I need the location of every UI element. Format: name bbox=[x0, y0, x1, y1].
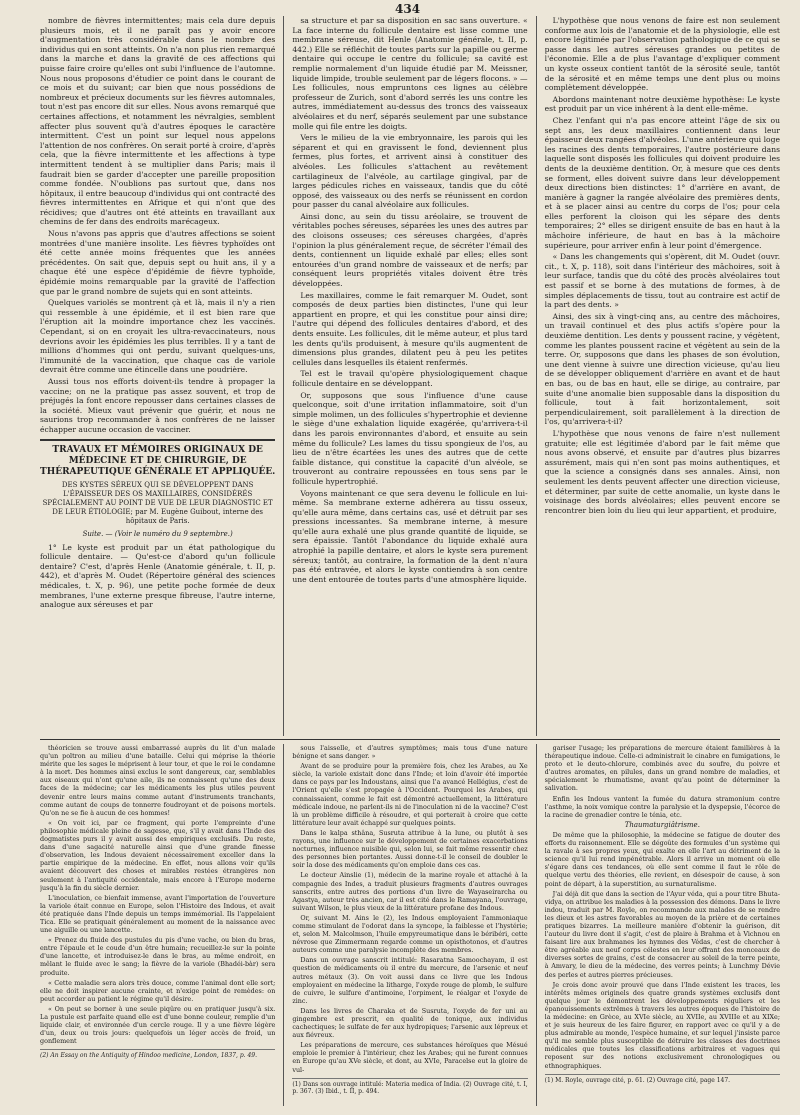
footnote: (2) An Essay on the Antiquity of Hindoo medicine, London, 1837, p. 49. bbox=[40, 1049, 275, 1060]
section-divider bbox=[40, 439, 275, 441]
paragraph: Or, suivant M. Ains le (2), les Indous employaient l'ammoniaque comme stimulant de l'odorat dans la syncope, la faiblesse et l'hystérie; et, selon M. Malcolmson, l'huile empyreumatique dans le béribéri, cette névrose que Zimmermann regarde comme un opisthotonos, et d'autres auteurs comme une paralysie incomplète des membres. bbox=[292, 913, 528, 955]
paragraph: Je crois donc avoir prouvé que dans l'Inde existent les traces, les intérêts mêmes originels des quatre grands systèmes exclusifs dont quelque jour le démontrent les développements réguliers et les épanouissements extrêmes à travers les autres époques de l'histoire de la médecine: en Grèce, au XVIe siècle, au XVIIe, au XVIIIe et au XIXe; et je suis heureux de les faire figurer, en rapport avec ce qu'il y a de plus admirable au monde, l'espèce humaine, et sur lequel j'insiste parce qu'il me semble plus susceptible de détruire les classes des doctrines médicales que toutes les classifications arbitraires et vagues qui reposent sur des notions exclusivement chronologiques ou ethnographiques. bbox=[544, 980, 780, 1070]
paragraph: Chez l'enfant qui n'a pas encore atteint l'âge de six ou sept ans, les deux maxillaires contiennent dans leur épaisseur deux rangées d'alvéoles. L'une antérieure qui loge les racines des dents temporaires, l'autre postérieure dans laquelle sont disposés les follicules qui doivent produire les dents de la deuxième dentition. Or, à mesure que ces dents se forment, elles doivent suivre dans leur développement deux directions bien distinctes: 1° d'arrière en avant, de manière à gagner la rangée alvéolaire des premières dents, et à se placer ainsi au centre du corps de l'os; pour cela elles perforent la cloison qui les sépare des dents temporaires; 2° elles se dirigent ensuite de bas en haut à la mâchoire inférieure, de haut en bas à la mâchoire supérieure, pour arriver enfin à leur point d'émergence. bbox=[544, 115, 780, 250]
paragraph: Le docteur Ainslie (1), médecin de la marine royale et attaché à la compagnie des Indes, a traduit plusieurs fragments d'autres ouvrages sanscrits, entre autres des portions d'un livre de Wayaseirarcha ou Agastya, auteur très ancien, car il est cité dans le Ramayana, l'ouvrage, suivant Wilson, le plus vieux de la littérature profane des Indous. bbox=[292, 871, 528, 912]
paragraph: Aussi tous nos efforts doivent-ils tendre à propager la vaccine; on ne la pratique pas assez souvent, et trop de préjugés la font encore repousser dans certaines classes de la société. Mieux vaut prévenir que guérir, et nous ne saurions trop recommander à nos confrères de ne laisser échapper aucune occasion de vacciner. bbox=[40, 376, 276, 434]
bottom-column-1 bbox=[40, 744, 275, 1106]
page-number: 434 bbox=[395, 2, 421, 16]
paragraph: L'hypothèse que nous venons de faire est non seulement conforme aux lois de l'anatomie et de la physiologie, elle est encore légitimée par l'observation pathologique de ce qui se passe dans les autres séreuses grandes ou petites de l'économie. Elle a de plus l'avantage d'expliquer comment un kyste osseux contient tantôt de la sérosité seule, tantôt de la sérosité et en même temps une dent plus ou moins complètement développée. bbox=[544, 16, 780, 93]
column-rule bbox=[536, 16, 537, 736]
paragraph: Enfin les Indous vantent la fumée du datura stramonium contre l'asthme, la noix vomique contre la paralysie et la dyspepsie, l'écorce de la racine de grenadier contre le ténia, etc. bbox=[544, 794, 780, 819]
paragraph: Dans un ouvrage sanscrit intitulé: Rasaratna Samoochayam, il est question de médicaments où il entre du mercure, de l'arsenic et neuf autres métaux (3). On voit aussi dans ce livre que les Indous employaient en médecine la litharge, l'oxyde rouge de plomb, le sulfure de cuivre, le sulfure d'antimoine, l'orpiment, le réalgar et l'oxyde de zinc. bbox=[292, 956, 528, 1005]
section-title: TRAVAUX ET MÉMOIRES ORIGINAUX DE MÉDECINE ET DE CHIRURGIE, DE THÉRAPEUTIQUE GÉNÉRALE ET APPLIQUÉE. bbox=[40, 444, 276, 477]
paragraph: « On peut se borner à une seule piqûre ou en pratiquer jusqu'à six. La pustule est parfaite quand elle est d'une bonne couleur, remplie d'un liquide clair, et environnée d'un cercle rouge. Il y a une fièvre légère d'un, deux ou trois jours: quelquefois un léger accès de froid, un gonflement bbox=[40, 1004, 276, 1046]
horizontal-rule bbox=[40, 739, 780, 740]
paragraph: Nous n'avons pas appris que d'autres affections se soient montrées d'une manière insolite. Les fièvres typhoïdes ont été cette année moins fréquentes que les années précédentes. On sait que, depuis sept ou huit ans, il y a chaque été une espèce d'épidémie de fièvre typhoïde, épidémie moins remarquable par la gravité de l'affection que par le grand nombre de sujets qui en sont atteints. bbox=[40, 229, 276, 296]
paragraph: sous l'aisselle, et d'autres symptômes; mais tous d'une nature bénigne et sans danger. » bbox=[292, 744, 528, 761]
paragraph: L'hypothèse que nous venons de faire n'est nullement gratuite; elle est légitimée d'abord par le fait même que nous avons observé, et ensuite par d'autres plus bizarres assurément, mais qui n'en sont pas moins authentiques, et que la science a consignés dans ses annales. Ainsi, non seulement les dents peuvent affecter une direction vicieuse, et déterminer, par suite de cette anomalie, un kyste dans le voisinage des bords alvéolaires; elles peuvent encore se rencontrer bien loin du lieu qui leur appartient, et produire, bbox=[544, 428, 780, 515]
footnote: (1) M. Royle, ouvrage cité, p. 61. (2) Ouvrage cité, page 147. bbox=[545, 1074, 780, 1085]
top-column-3 bbox=[545, 16, 780, 736]
paragraph: Vers le milieu de la vie embryonnaire, les parois qui les séparent et qui en gravissent le fond, deviennent plus fermes, plus fortes, et arrivent ainsi à constituer des alvéoles. Les follicules s'attachent au revêtement cartilagineux de l'alvéole, au cartilage gingival, par de larges pédicules riches en vaisseaux, tandis que du côté opposé, des vaisseaux ou des nerfs se réunissent en cordon pour passer du canal alvéolaire aux follicules. bbox=[292, 133, 528, 210]
paragraph: 1° Le kyste est produit par un état pathologique du follicule dentaire. — Qu'est-ce d'abord qu'un follicule dentaire? C'est, d'après Henle (Anatomie générale, t. II, p. 442), et d'après M. Oudet (Répertoire général des sciences médicales, t. X, p. 96), une petite poche formée de deux membranes, l'une externe presque fibreuse, l'autre interne, analogue aux séreuses et par bbox=[40, 542, 276, 610]
paragraph: théoricien se trouve aussi embarrassé auprès du lit d'un malade qu'un poltron au milieu d'une bataille. Celui qui méprise la théorie mérite que les sages le méprisent à leur tour, et que le roi le condamne à la mort. Des hommes ainsi exclus le sont dangereux, car, semblables aux oiseaux qui n'ont qu'une aile, ils ne connaissent qu'une des deux faces de la médecine; car les médicaments les plus utiles peuvent devenir entre leurs mains comme autant d'instruments tranchants, comme autant de coups de tonnerre foudroyant et de poisons mortels. Qu'on ne se fie à aucun de ces hommes! bbox=[40, 744, 276, 817]
footnote: (1) Dans son ouvrage intitulé: Materia medica of India. (2) Ouvrage cité, t. I, p. 367. (3) Ibid., t. II, p. 494. bbox=[292, 1078, 527, 1096]
paragraph: De même que la philosophie, la médecine se fatigue de douter des efforts du raisonnement. Elle se dégoûte des formules d'un système qui la ravale à ses propres yeux, qui exalte en elle l'art au détriment de la science qu'il lui rend impénétrable. Alors il arrive un moment où elle s'égare dans ces tendances, où elle sent comme il faut le rôle de quelque vertu des théories, elle revient, en désespoir de cause, à son point de départ, à la superstition, au surnaturalisme. bbox=[544, 830, 780, 888]
paragraph: « Prenez du fluide des pustules du pis d'une vache, ou bien du bras, entre l'épaule et le coude d'un être humain; recueillez-le sur la pointe d'une lancette, et introduisez-le dans le bras, au même endroit, en mêlant le fluide avec le sang; la fièvre de la variole (Bhadéi-bàr) sera produite. bbox=[40, 936, 276, 977]
paragraph: Dans les livres de Charaka et de Susruta, l'oxyde de fer uni au gingembre est prescrit, en qualité de tonique, aux individus cachectiques; le sulfate de fer aux hydropiques; l'arsenic aux lépreux et aux fiévreux. bbox=[292, 1006, 528, 1040]
paragraph: J'ai déjà dit que dans la section de l'Ayur véda, qui a pour titre Bhuta-vidya, on attribue les maladies à la possession des démons. Dans le livre indou, traduit par M. Royle, on recommande aux malades de se rendre les dieux et les astres favorables au moyen de la prière et de certaines pratiques bizarres. La meilleure manière d'obtenir la guérison, dit l'auteur du livre dont il s'agit, c'est de plaire à Brahma et à Vichnou en faisant lire aux brahmanes les hymnes des Védas, c'est de chercher à être agréable aux neuf corps célestes en leur offrant des monceaux de diverses sortes de grains, c'est de consacrer au soleil de la terre peinte, à Amvary, le dieu de la médecine, des verres peints; à Lunchmy Dévie des perles et autres pierres précieuses. bbox=[544, 889, 780, 979]
memoir-title: DES KYSTES SÉREUX QUI SE DÉVELOPPENT DANS L'ÉPAISSEUR DES OS MAXILLAIRES, CONSIDÉRÉS SPÉCIALEMENT AU POINT DE VUE DE LEUR DIAGNOSTIC ET DE LEUR ÉTIOLOGIE; par M. Eugène Guibout, interne des hôpitaux de Paris. bbox=[42, 480, 273, 525]
top-column-1 bbox=[40, 16, 275, 736]
subheading: Thaumaturgiâtrisme. bbox=[624, 820, 700, 829]
bottom-column-2 bbox=[292, 744, 527, 1106]
paragraph: gariser l'usage; les préparations de mercure étaient familières à la thérapeutique indoue. Celle-ci administrait le cinabre en fumigations, le proto et le deuto-chlorure, combinés avec du soufre, du poivre et d'autres aromates, en pilules, dans un grand nombre de maladies, et spécialement le rhumatisme, avant qu'au point de déterminer la salivation. bbox=[544, 744, 780, 793]
paragraph: « Dans les changements qui s'opèrent, dit M. Oudet (ouvr. cit., t. X, p. 118), soit dans l'intérieur des mâchoires, soit à leur surface, tandis que du côté des procès alvéolaires tout est passif et se borne à des mutations de formes, à de simples déplacements de tissu, tout au contraire est actif de la part des dents. » bbox=[544, 252, 780, 310]
paragraph: L'inoculation, ce bienfait immense, avant l'importation de l'ouverture la variole était connue en Europe, selon l'Histoire des Indous, et avait été pratiquée dans l'Inde depuis un temps immémorial. Ils l'appelaient Tica. Elle se pratiquait généralement au moment de la naissance avec une aiguille ou une lancette. bbox=[40, 893, 276, 935]
paragraph: Avant de se produire pour la première fois, chez les Arabes, au Xe siècle, la variole existait donc dans l'Inde; et loin d'avoir été importée dans ce pays par les Indoustans, ainsi que l'a avancé Hellégius, c'est de l'Orient qu'elle s'est propagée à l'Occident. Pourquoi les Arabes, qui connaissaient, comme le fait est démontré actuellement, la littérature médicale indoue, ne parlent-ils ni de l'inoculation ni de la vaccine? C'est là un problème difficile à résoudre, et qui porterait à croire que cette littérature leur avait échappé sur quelques points. bbox=[292, 762, 528, 827]
paragraph: Voyons maintenant ce que sera devenu le follicule en lui-même. Sa membrane externe adhérera au tissu osseux, qu'elle aura même, dans certains cas, usé et détruit par ses pressions incessantes. Sa membrane interne, à mesure qu'elle aura exhalé une plus grande quantité de liquide, se sera épaissie. Tantôt l'abondance du liquide exhalé aura atrophié la papille dentaire, et alors le kyste sera purement séreux; tantôt, au contraire, la formation de la dent n'aura pas été entravée, et alors le kyste contiendra à son centre une dent entourée de toutes parts d'une atmosphère liquide. bbox=[292, 488, 528, 584]
paragraph: Ainsi, des six à vingt-cinq ans, au centre des mâchoires, un travail continuel et des plus actifs s'opère pour la deuxième dentition. Les dents y poussent racine, y végètent, comme les plantes poussent racine et végètent au sein de la terre. Or, supposons que dans les phases de son évolution, une dent vienne à suivre une direction vicieuse, qu'au lieu de se développer obliquement d'arrière en avant et de haut en bas, ou de bas en haut, elle se dirige, au contraire, par suite d'une anomalie bien supposable dans la disposition du follicule, tout à fait horizontalement, soit perpendiculairement, soit parallèlement à la direction de l'os, qu'arrivera-t-il? bbox=[544, 311, 780, 427]
paragraph: sa structure et par sa disposition en sac sans ouverture. « La face interne du follicule dentaire est lisse comme une membrane séreuse, dit Henle (Anatomie générale, t. II, p. 442.) Elle se réfléchit de toutes parts sur la papille ou germe dentaire qui occupe le centre du follicule; sa cavité est remplie normalement d'un liquide étudié par M. Meissner, liquide limpide, trouble seulement par de légers flocons. » — Les follicules, nous empruntons ces lignes au célèbre professeur de Zurich, sont d'abord serrés les uns contre les autres, immédiatement au-dessus des troncs des vaisseaux alvéolaires et du nerf, séparés seulement par une substance molle qui file entre les doigts. bbox=[292, 16, 528, 131]
bottom-column-3 bbox=[545, 744, 780, 1106]
paragraph: « On voit ici, par ce fragment, qui porte l'empreinte d'une philosophie médicale pleine de sagesse, que, s'il y avait dans l'Inde des dogmatistes purs il y avait aussi des empiriques exclusifs. Du reste, dans d'une sagacité naturelle ainsi que d'une grande finesse d'observation, les Indous devaient nécessairement exceller dans la partie empirique de la médecine. En effet, nous allons voir qu'ils avaient découvert des choses et mirables restées étrangères non seulement à l'antiquité occidentale, mais encore à l'Europe moderne jusqu'à la fin du siècle dernier. bbox=[40, 818, 276, 892]
paragraph: Les préparations de mercure, ces substances héroïques que Mésué emploie le premier à l'intérieur, chez les Arabes; qui ne furent connues en Europe qu'au XVe siècle, et dont, au XVIe, Paracelse eut la gloire de vul- bbox=[292, 1041, 528, 1074]
paragraph: Ainsi donc, au sein du tissu aréolaire, se trouvent de véritables poches séreuses, séparées les unes des autres par des cloisons osseuses; ces séreuses chargées, d'après l'opinion la plus généralement reçue, de sécréter l'émail des dents, contiennent un liquide exhalé par elles; elles sont entourées d'un grand nombre de vaisseaux et de nerfs; par conséquent leurs propriétés vitales doivent être très développées. bbox=[292, 211, 528, 289]
paragraph: Abordons maintenant notre deuxième hypothèse: Le kyste est produit par un vice inhérent à la dent elle-même. bbox=[544, 94, 780, 114]
top-section bbox=[40, 16, 780, 736]
paragraph: Les maxillaires, comme le fait remarquer M. Oudet, sont composés de deux parties bien distinctes, l'une qui leur appartient en propre, et qui les constitue pour ainsi dire; l'autre qui dépend des follicules dentaires d'abord, et des dents ensuite. Les follicules, dit le même auteur, et plus tard les dents qu'ils produisent, à mesure qu'ils augmentent de dimensions plus grandes, dilatent peu à peu les petites cellules dans lesquelles ils étaient renfermés. bbox=[292, 290, 528, 367]
paragraph: « Cette maladie sera alors très douce, comme l'animal dont elle sort; elle ne doit inspirer aucune crainte, et n'exige point de remèdes: on peut accorder au patient le régime qu'il désire. bbox=[40, 978, 276, 1003]
paragraph: Or, supposons que sous l'influence d'une cause quelconque, soit d'une irritation inflammatoire, soit d'un simple molimen, un des follicules s'hypertrophie et devienne le siège d'une exhalation liquide exagérée, qu'arrivera-t-il dans les parois environnantes d'abord, et ensuite au sein même du follicule? Les lames du tissu spongieux de l'os, au lieu de n'être écartées les unes des autres que de cette faible distance, qui constitue la capacité d'un alvéole, se trouveront au contraire repoussées en tous sens par le follicule hypertrophié. bbox=[292, 390, 528, 486]
top-column-2 bbox=[292, 16, 527, 736]
paragraph: Dans le kalpa sthâna, Susruta attribue à la lune, ou plutôt à ses rayons, une influence sur le développement de certaines exacerbations nocturnes, influence nuisible qui, selon lui, se fait même ressentir chez des personnes bien portantes. Aussi donne-t-il le conseil de doubler le soir la dose des médicaments qu'on emploie dans ces cas. bbox=[292, 828, 528, 870]
paragraph: Quelques variolés se montrent çà et là, mais il n'y a rien qui ressemble à une épidémie, et il est bien rare que l'éruption ait la moindre importance chez les vaccinés. Cependant, si on en croyait les ultra-revaccinateurs, nous devrions avoir les épidémies les plus terribles. Il y a tant de millions d'hommes qui ont perdu, suivant quelques-uns, l'immunité de la vaccination, que chaque cas de variole devrait être comme une étincelle dans une poudrière. bbox=[40, 298, 276, 375]
memoir-suite: Suite. — (Voir le numéro du 9 septembre.) bbox=[82, 529, 233, 538]
column-rule bbox=[536, 744, 537, 1106]
paragraph: Tel est le travail qu'opère physiologiquement chaque follicule dentaire en se développant. bbox=[292, 369, 528, 388]
column-rule bbox=[283, 744, 284, 1106]
column-rule bbox=[283, 16, 284, 736]
paragraph: nombre de fièvres intermittentes; mais cela dure depuis plusieurs mois, et il ne paraît pas y avoir encore d'augmentation très considérable dans le nombre des individus qui en sont atteints. On n'a non plus rien remarqué dans la marche et dans la gravité de ces affections qui puisse faire croire qu'elles ont subi l'influence de l'automne. Nous nous proposons d'étudier ce point dans le courant de ce mois et du suivant; car bien que nous possédions de nombreux et précieux documents sur les fièvres automnales, tout n'est pas encore dit sur elles. Nous avons remarqué que certaines affections, et notamment les névralgies, semblent affecter plus souvent qu'à d'autres époques le caractère intermittent. C'est un point sur lequel nous appelons l'attention de nos confrères. On serait porté à croire, d'après cela, que la fièvre intermittente et les affections à type intermittent tendent à se multiplier dans Paris; mais il faudrait bien se garder d'accepter une pareille proposition comme fondée. N'oublions pas surtout que, dans nos hôpitaux, il entre beaucoup d'individus qui ont contracté des fièvres intermittentes en Afrique et qui n'ont que des récidives; que d'autres ont été atteints en travaillant aux chemins de fer dans des endroits marécageux. bbox=[40, 16, 276, 227]
feuilleton-section bbox=[40, 744, 780, 1106]
